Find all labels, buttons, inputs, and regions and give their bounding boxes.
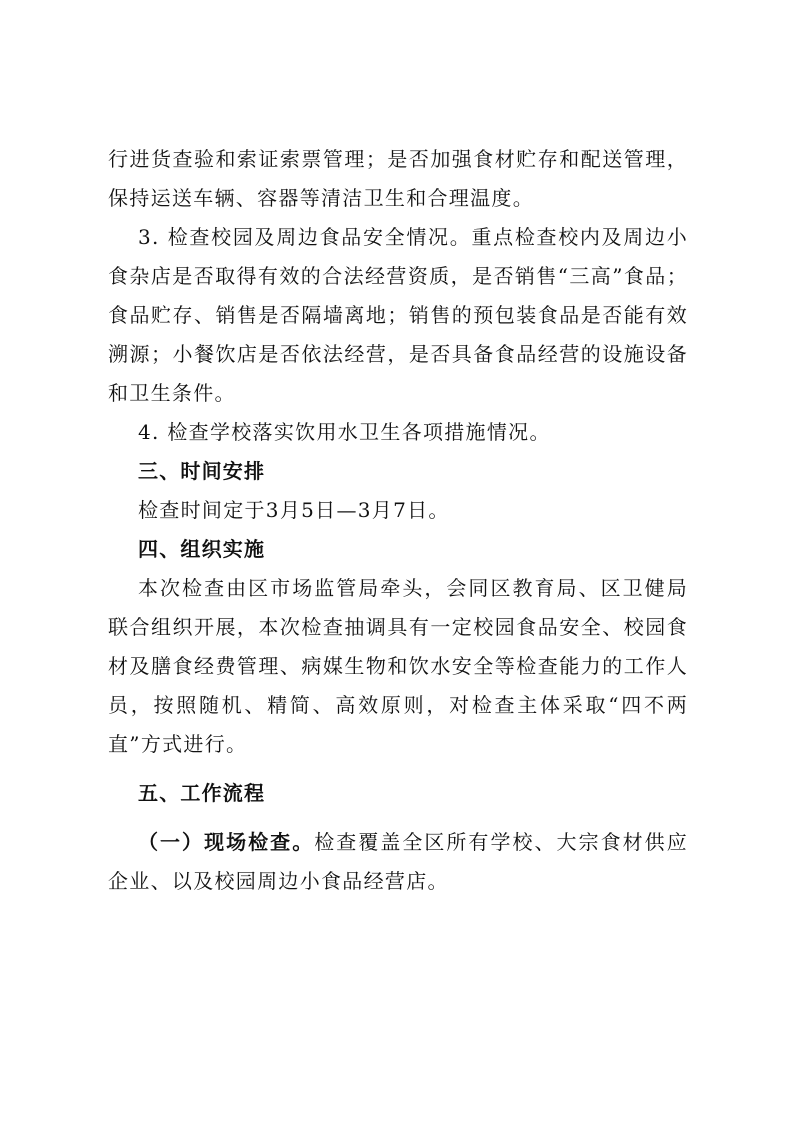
paragraph-3: 4. 检查学校落实饮用水卫生各项措施情况。 [138, 420, 551, 444]
subsection-title: （一）现场检查。 [138, 830, 315, 854]
section-heading-3: 三、时间安排 [138, 459, 266, 483]
paragraph-4: 检查时间定于3月5日—3月7日。 [138, 498, 450, 522]
document-body [108, 140, 688, 901]
section-heading-5: 五、工作流程 [138, 781, 266, 805]
paragraph-gap [108, 764, 688, 774]
paragraph-6 [108, 823, 688, 901]
paragraph-5: 本次检查由区市场监管局牵头，会同区教育局、区卫健局联合组织开展，本次检查抽调具有一定校园食品安全、校园食材及膳食经费管理、病媒生物和饮水安全等检查能力的工作人员，按照随机、精简、高效原则，对检查主体采取“四不两直”方式进行。 [108, 576, 688, 756]
paragraph-6-text: 检查覆盖全区所有学校、大宗食材供应企业、以及校园周边小食品经营店。 [108, 830, 688, 893]
paragraph-1: 行进货查验和索证索票管理；是否加强食材贮存和配送管理，保持运送车辆、容器等清洁卫生和合理温度。 [108, 147, 688, 210]
section-heading-4: 四、组织实施 [138, 537, 266, 561]
paragraph-2: 3. 检查校园及周边食品安全情况。重点检查校内及周边小食杂店是否取得有效的合法经营资质，是否销售“三高”食品；食品贮存、销售是否隔墙离地；销售的预包装食品是否能有效溯源；小餐饮店是否依法经营，是否具备食品经营的设施设备和卫生条件。 [108, 225, 688, 405]
paragraph-gap [108, 813, 688, 823]
